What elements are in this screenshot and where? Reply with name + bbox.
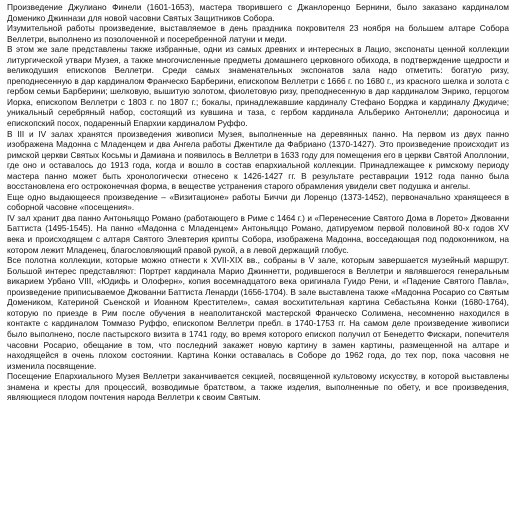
- paragraph-finelli: Произведение Джулиано Финели (1601-1653), мастера творившего с Джанлоренцо Бернини, было заказано кардиналом Доменико Джиннази для новой часовни Святых Защитников Собора.: [7, 2, 509, 23]
- paragraph-altar-brass: Изумительной работы произведение, выставляемое в день праздника покровителя 23 ноября на большем алтаре Собора Веллетри, выполнено из позолоченной и посеребренной латуни и меди.: [7, 23, 509, 44]
- paragraph-museum-end: Посещение Епархиального Музея Веллетри заканчивается секцией, посвященной культовому искусству, в которой выставлены знамена и кресты для процессий, возводимые братством, а также изделия, выполненные по обету, и все произведения, являющиеся плодом почтения народа Веллетри к своим Святым.: [7, 371, 509, 403]
- paragraph-hall-four: IV зал хранит два панно Антоньяццо Романо (работающего в Риме с 1464 г.) и «Перенесение Святого Дома в Лорето» Джованни Баттиста (1495-1545). На панно «Мадонна с Младенцем» Антоньяццо Романо, датируемом первой половиной 80-х годов XV века и происходящем с алтаря Святого Элевтерия крипты Собора, изображена Мадонна, восседающая под подоконником, на котором лежит Младенец, благословляющий правой рукой, а в левой держащий глобус.: [7, 212, 509, 255]
- paragraph-hall-five: Все полотна коллекции, которые можно отнести к XVII-XIX вв., собраны в V зале, которым завершается музейный маршрут. Большой интерес представляют: Портрет кардинала Марио Джиннетти, родившегося в Веллетри и являвшегося генеральным викарием Урбано VIII, «Юдифь и Олоферн», копия восемнадцатого века оригинала Гуидо Рени, и «Падение Святого Павла», произведение приписываемое Джованни Баттиста Ленарди (1656-1704). В зале выставлена также «Мадонна Росарио со Святым Домеником, Катериной Сьенской и Иоанном Крестителем», самая восхитительная картина Себастьяна Конки (1680-1764), которую по приезде в Рим после обучения в неаполитанской мастерской Франческо Солимена, несомненно находился в контакте с кардиналом Томмазо Руффо, епископом Веллетри пребл. в 1740-1753 гг. На самом деле произведение живописи было выполнено, после пастырского визита в 1741 году, во время которого епископ получил от Бенедетто Фискари, попечителя часовни Росарио, обещание в том, что последний закажет новую картину в замен картины, размещенной на алтаре и находящейся в очень плохом состоянии. Картина Конки оставалась в Соборе до 1962 года, до тех пор, пока часовня не изменила посвящение.: [7, 255, 509, 371]
- paragraph-halls-three-four: В III и IV залах хранятся произведения живописи Музея, выполненные на деревянных панно. На первом из двух панно изображена Мадонна с Младенцем и два Ангела работы Джентиле да Фабриано (1370-1427). Это произведение происходит из римской церкви Святых Косьмы и Дамиана и появилось в Веллетри в 1633 году для помещения его в церкви Святой Аполлонии, где оно и оставалось до 1913 года, когда и вошло в состав епархиальной коллекции. Принадлежащее к римскому периоду мастера панно может быть хронологически отнесено к 1426-1427 гг. В результате реставрации 1912 года панно была восстановлена его остроконечная форма, в веществе устранения старого обрамления увидели свет подушка и ангелы.: [7, 128, 509, 192]
- paragraph-liturgical-collection: В этом же зале представлены также избранные, одни из самых древних и интересных в Лацио, экспонаты ценной коллекции литургической утвари Музея, а также многочисленные предметы домашнего церковного обихода, в подтверждение щедрости и великодушия епископов Веллетри. Среди самых знаменательных экспонатов зала надо отметить: богатую ризу, преподнесенную в дар кардиналом Франческо Барберини, епископом Веллетри с 1666 г. по 1680 г., из красного шелка и золота с гербом семьи Барберини; шелковую, вышитую золотом, фиолетовую ризу, преподнесенную в дар кардиналом Энрико, герцогом Иорка, епископом Веллетри с 1803 г. по 1807 г.; бокалы, принадлежавшие кардиналу Стефано Борджа и кардиналу Джудиче; уникальный серебряный набор, состоящий из кувшина и таза, с гербом кардинала Альберико Антонелли; дароносица и епископский посох, подаренный Епархии кардиналом Руффо.: [7, 44, 509, 129]
- paragraph-visitation: Еще одно выдающееся произведение – «Визитационе» работы Биччи ди Лоренцо (1373-1452), первоначально хранящееся в соборной часовне «посещения».: [7, 191, 509, 213]
